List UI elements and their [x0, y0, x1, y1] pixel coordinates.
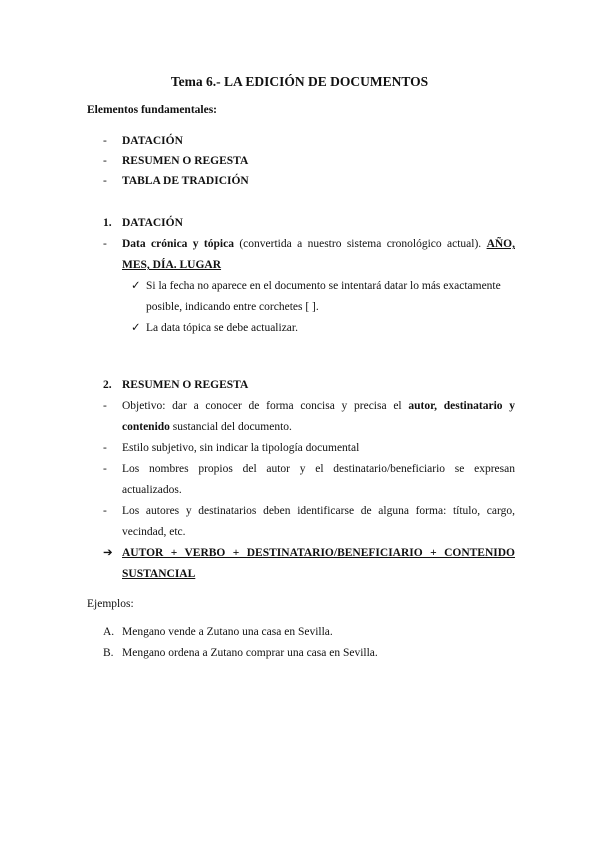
- datacion-bullet: [122, 234, 515, 276]
- list-item-text: RESUMEN O REGESTA: [122, 155, 249, 167]
- check-item-text: La data tópica se debe actualizar.: [146, 322, 298, 334]
- example-marker: A.: [103, 626, 115, 638]
- example-item: [87, 622, 517, 643]
- bold-text: Data crónica y tópica: [122, 238, 234, 250]
- check-item: [87, 318, 517, 339]
- emphasized-text: AÑO, MES, DÍA. LUGAR: [122, 238, 515, 271]
- list-item: [87, 459, 517, 501]
- list-item-text: DATACIÓN: [122, 135, 183, 147]
- list-item-text: TABLA DE TRADICIÓN: [122, 175, 249, 187]
- ejemplos-label: Ejemplos:: [87, 598, 134, 610]
- normal-text: (convertida a nuestro sistema cronológico actual).: [233, 238, 487, 250]
- example-marker: B.: [103, 647, 114, 659]
- section-number: 1.: [103, 217, 112, 229]
- example-text: Mengano ordena a Zutano comprar una casa en Sevilla.: [122, 647, 378, 659]
- dash-marker: -: [103, 175, 107, 187]
- arrow-icon: ➔: [103, 547, 113, 559]
- bold-text: autor, destinatario y contenido: [122, 400, 515, 433]
- section-heading-resumen: [87, 375, 517, 396]
- dash-marker: -: [103, 400, 107, 412]
- page-title: Tema 6.- LA EDICIÓN DE DOCUMENTOS: [170, 74, 429, 89]
- example-item: [87, 643, 517, 664]
- section-heading-text: DATACIÓN: [122, 217, 183, 229]
- section-heading-text: RESUMEN O REGESTA: [122, 379, 249, 391]
- dash-marker: -: [103, 155, 107, 167]
- list-item: [87, 396, 517, 438]
- section-number: 2.: [103, 379, 112, 391]
- check-item-text: Si la fecha no aparece en el documento se intentará datar lo más exactamente posible, indicando entre corchetes [ ].: [146, 280, 501, 313]
- list-item: [87, 438, 517, 459]
- dash-marker: -: [103, 505, 107, 517]
- normal-text: sustancial del documento.: [169, 421, 292, 433]
- dash-marker: -: [103, 238, 107, 250]
- list-item-text: Los nombres propios del autor y el destinatario/beneficiario se expresan actualizados.: [122, 463, 515, 496]
- list-item: [87, 131, 517, 152]
- check-icon: ✓: [131, 322, 141, 334]
- section-heading-datacion: [87, 213, 517, 234]
- check-item: [87, 276, 517, 318]
- list-item: [87, 171, 517, 192]
- dash-marker: -: [103, 442, 107, 454]
- list-item-text: Los autores y destinatarios deben identificarse de alguna forma: título, cargo, vecindad, etc.: [122, 505, 515, 538]
- formula-text: AUTOR + VERBO + DESTINATARIO/BENEFICIARIO + CONTENIDO SUSTANCIAL: [122, 547, 515, 580]
- list-item: [87, 501, 517, 543]
- formula-item: [87, 543, 517, 585]
- list-item: [87, 234, 517, 276]
- objetivo-text: [122, 396, 515, 438]
- dash-marker: -: [103, 463, 107, 475]
- dash-marker: -: [103, 135, 107, 147]
- check-icon: ✓: [131, 280, 141, 292]
- normal-text: Objetivo: dar a conocer de forma concisa y precisa el: [122, 400, 409, 412]
- example-text: Mengano vende a Zutano una casa en Sevilla.: [122, 626, 333, 638]
- list-item-text: Estilo subjetivo, sin indicar la tipología documental: [122, 442, 360, 454]
- list-item: [87, 151, 517, 172]
- section-heading-elementos: Elementos fundamentales:: [87, 104, 218, 116]
